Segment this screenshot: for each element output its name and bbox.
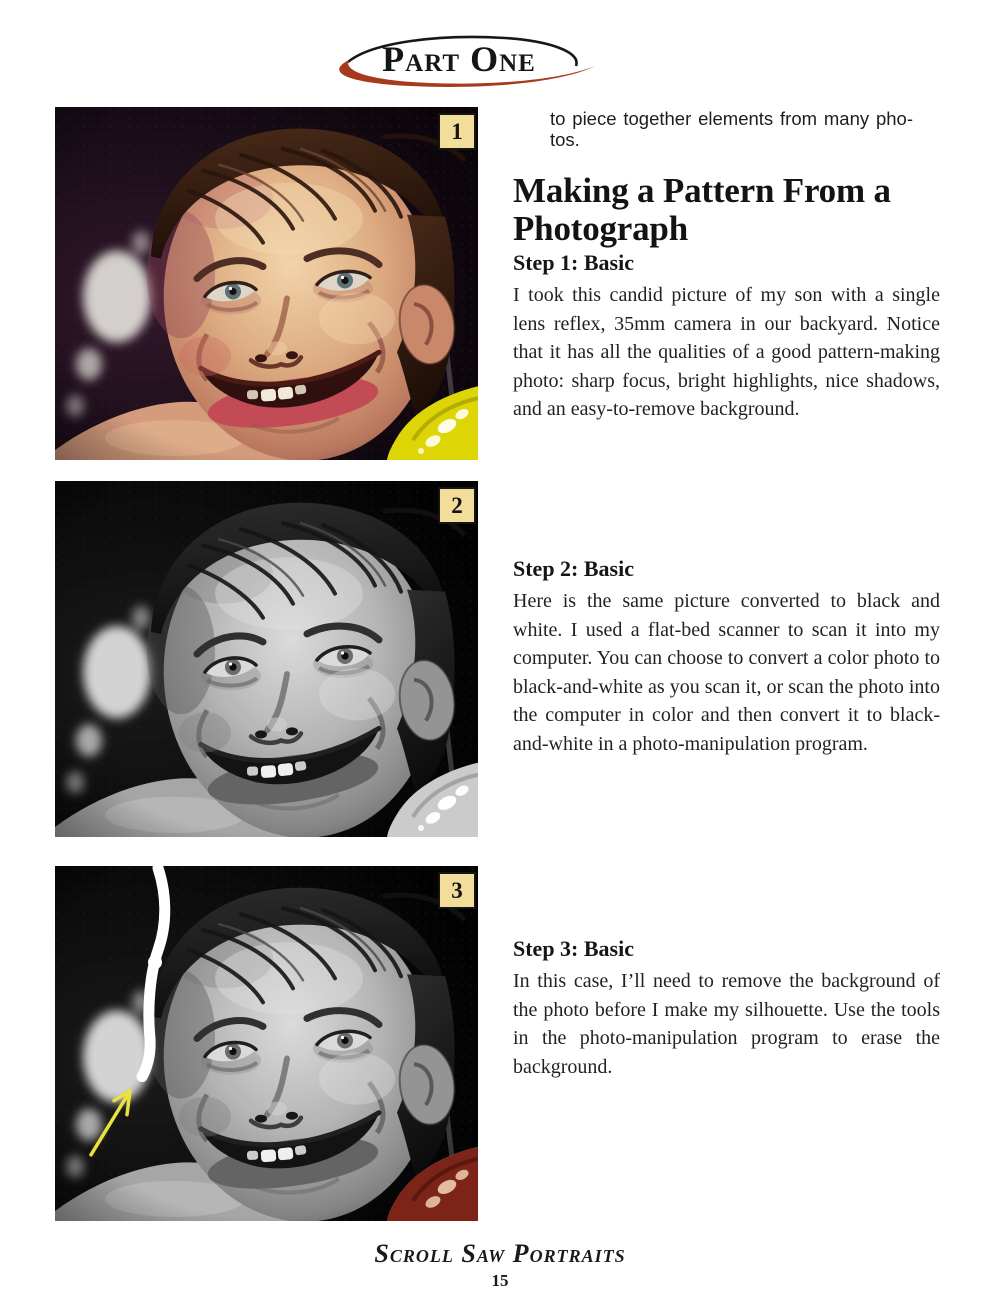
step-3-body: In this case, I’ll need to remove the background of the photo before I make my silhouette. Use the tools in the photo-manipulation program to erase the background. [513,970,940,1078]
step-2-body: Here is the same picture converted to black and white. I used a flat-bed scanner to scan it into my computer. You can choose to convert a color photo to black-and-white as you scan it, or scan the photo into the computer in color and then convert it to black-and-white in a photo-manipulation program. [513,590,940,755]
step-2-section [513,556,940,758]
intro-paragraph [550,108,913,150]
part-one-logo [318,32,600,90]
child-portrait-grayscale [55,481,478,837]
photo-background-erase [55,866,478,1221]
step-3-heading: Step 3: Basic [513,936,634,961]
child-portrait-erase-demo [55,866,478,1221]
step-number-badge: 2 [438,487,476,524]
article-title [513,172,973,248]
page-number: 15 [491,1271,509,1290]
step-1-heading: Step 1: Basic [513,250,634,275]
step-1-body: I took this candid picture of my son with a single lens reflex, 35mm camera in our backyard. Notice that it has all the qualities of a good pattern-making photo: sharp focus, bright highlights, nice shadows, and an easy-to-remove background. [513,284,940,420]
photo-black-and-white [55,481,478,837]
intro-line-2: tos. [550,129,580,150]
step-3-section [513,936,940,1081]
article-title-line-1: Making a Pattern From a [513,171,891,211]
erase-mark-blob [148,955,162,969]
step-number-badge: 3 [438,872,476,909]
child-portrait-color [55,107,478,460]
photo-color-original [55,107,478,460]
step-2-heading: Step 2: Basic [513,556,634,581]
article-title-line-2: Photograph [513,209,688,249]
book-title: Scroll Saw Portraits [374,1239,626,1268]
step-number-badge: 1 [438,113,476,150]
intro-line-1: to piece together elements from many pho- [550,108,913,129]
part-one-label: Part One [382,39,536,79]
step-1-section [513,250,940,424]
